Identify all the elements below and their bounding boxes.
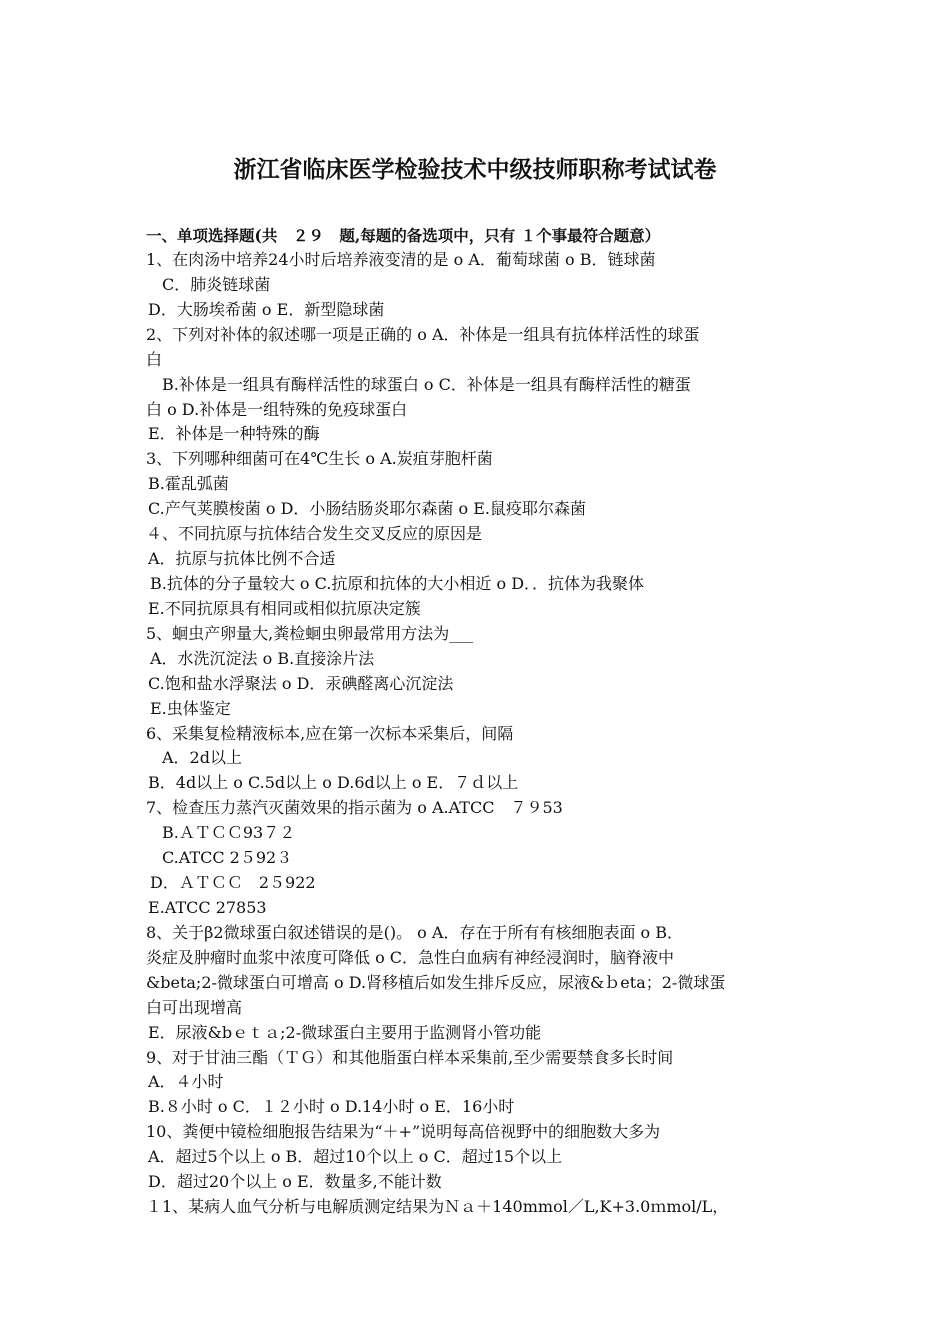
- question-line: 5、蛔虫产卵量大,粪检蛔虫卵最常用方法为___: [146, 623, 474, 643]
- question-line: 8、关于β2微球蛋白叙述错误的是()。 ο A．存在于所有有核细胞表面 ο B．: [146, 922, 684, 942]
- question-line: C．肺炎链球菌: [162, 274, 271, 294]
- question-line: A．水洗沉淀法 ο B.直接涂片法: [150, 648, 375, 668]
- question-line: E.虫体鉴定: [150, 698, 231, 718]
- section-heading: 一、单项选择题(共 ２９ 题,每题的备选项中，只有 １个事最符合题意）: [146, 226, 661, 245]
- question-line: 3、下列哪种细菌可在4℃生长 ο A.炭疽芽胞杆菌: [146, 449, 493, 469]
- question-line: 炎症及肿瘤时血浆中浓度可降低 ο C．急性白血病有神经浸润时，脑脊液中: [146, 947, 675, 967]
- question-line: 白: [146, 349, 163, 369]
- question-line: A．2d以上: [162, 748, 242, 768]
- question-line: A．超过5个以上 ο B．超过10个以上 ο C．超过15个以上: [148, 1147, 563, 1167]
- document-title: 浙江省临床医学检验技术中级技师职称考试试卷: [233, 156, 717, 183]
- question-line: 白 ο D.补体是一组特殊的免疫球蛋白: [146, 399, 408, 419]
- question-line: 白可出现增高: [146, 997, 243, 1017]
- question-line: B.ＡＴＣＣ93７２: [162, 823, 296, 843]
- question-line: ４、不同抗原与抗体结合发生交叉反应的原因是: [146, 524, 483, 544]
- question-line: B.霍乱弧菌: [148, 474, 229, 494]
- question-line: 2、下列对补体的叙述哪一项是正确的 ο A．补体是一组具有抗体样活性的球蛋: [146, 324, 700, 344]
- question-line: A．４小时: [148, 1072, 224, 1092]
- question-line: D．大肠埃希菌 ο E．新型隐球菌: [148, 299, 385, 319]
- question-line: C.ATCC 2５92３: [162, 848, 293, 868]
- question-line: C.产气荚膜梭菌 ο D．小肠结肠炎耶尔森菌 ο E.鼠疫耶尔森菌: [148, 499, 586, 519]
- question-line: D．超过20个以上 ο E．数量多,不能计数: [148, 1172, 442, 1192]
- question-line: E．补体是一种特殊的酶: [148, 424, 320, 444]
- question-line: C.饱和盐水浮聚法 ο D．汞碘醛离心沉淀法: [148, 673, 454, 693]
- question-line: 7、检查压力蒸汽灭菌效果的指示菌为 ο A.ATCC ７９53: [146, 798, 563, 818]
- question-line: B．4d以上 ο C.5d以上 ο D.6d以上 ο E．７ｄ以上: [148, 773, 519, 793]
- question-line: E.ATCC 27853: [148, 897, 267, 917]
- question-line: 6、采集复检精液标本,应在第一次标本采集后，间隔: [146, 723, 514, 743]
- question-line: 9、对于甘油三酯（ＴＧ）和其他脂蛋白样本采集前,至少需要禁食多长时间: [146, 1047, 674, 1067]
- question-line: E.不同抗原具有相同或相似抗原决定簇: [148, 598, 421, 618]
- question-line: １1、某病人血气分析与电解质测定结果为Ｎａ＋140mmol／L,K+3.0ｍmol/L，: [146, 1197, 729, 1217]
- question-line: E．尿液&bｅｔａ;2-微球蛋白主要用于监测肾小管功能: [148, 1022, 542, 1042]
- question-line: B.补体是一组具有酶样活性的球蛋白 ο C．补体是一组具有酶样活性的糖蛋: [162, 374, 691, 394]
- question-line: B.抗体的分子量较大 ο C.抗原和抗体的大小相近 ο D．．抗体为我聚体: [150, 573, 645, 593]
- question-line: B.８小时 ο C．１２小时 ο D.14小时 ο E．16小时: [148, 1097, 515, 1117]
- question-line: &beta;2-微球蛋白可增高 ο D.肾移植后如发生排斥反应，尿液&ｂeta；2-微球蛋: [146, 972, 726, 992]
- question-line: 10、粪便中镜检细胞报告结果为“＋+”说明每高倍视野中的细胞数大多为: [146, 1122, 661, 1142]
- question-line: D．ＡＴＣＣ 2５922: [150, 873, 316, 893]
- question-list: [0, 248, 950, 1220]
- question-line: A．抗原与抗体比例不合适: [148, 549, 336, 569]
- question-line: 1、在肉汤中培养24小时后培养液变清的是 ο A．葡萄球菌 ο B．链球菌: [146, 250, 656, 269]
